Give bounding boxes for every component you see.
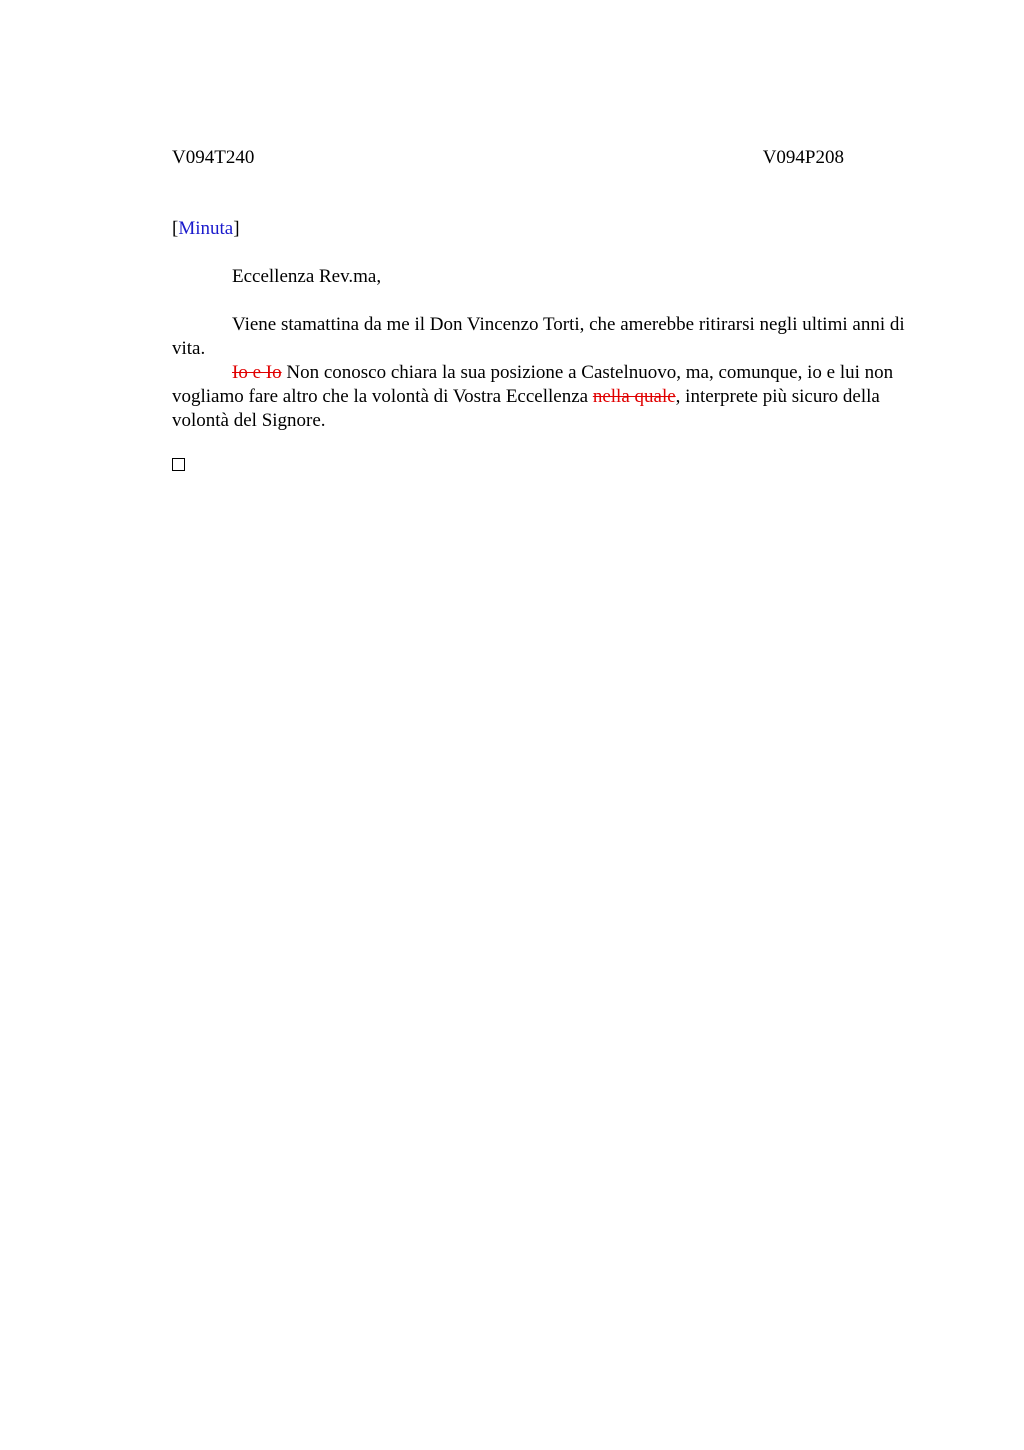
salutation: Eccellenza Rev.ma, bbox=[232, 266, 382, 287]
left-code: V094T240 bbox=[172, 147, 255, 168]
paragraph-text: Non conosco chiara la sua posizione a Castelnuovo, ma, comunque, io e lui non vogliamo fare altro che la volontà di Vostra Eccellenza bbox=[172, 362, 894, 407]
close-bracket: ] bbox=[233, 218, 240, 239]
empty-square-icon bbox=[172, 458, 185, 471]
document-header bbox=[172, 146, 844, 170]
letter-body bbox=[172, 313, 918, 433]
deleted-text: nella quale bbox=[592, 386, 676, 407]
document-type bbox=[172, 217, 240, 241]
paragraph-2 bbox=[172, 361, 918, 433]
open-bracket: [ bbox=[172, 218, 179, 239]
deleted-text: Io e Io bbox=[232, 362, 282, 383]
right-code: V094P208 bbox=[762, 147, 844, 168]
paragraph-1: Viene stamattina da me il Don Vincenzo Torti, che amerebbe ritirarsi negli ultimi anni di vita. bbox=[172, 314, 905, 359]
document-type-label: Minuta bbox=[178, 218, 234, 239]
paragraph-text: , interprete più sicuro della volontà del Signore. bbox=[172, 386, 880, 431]
